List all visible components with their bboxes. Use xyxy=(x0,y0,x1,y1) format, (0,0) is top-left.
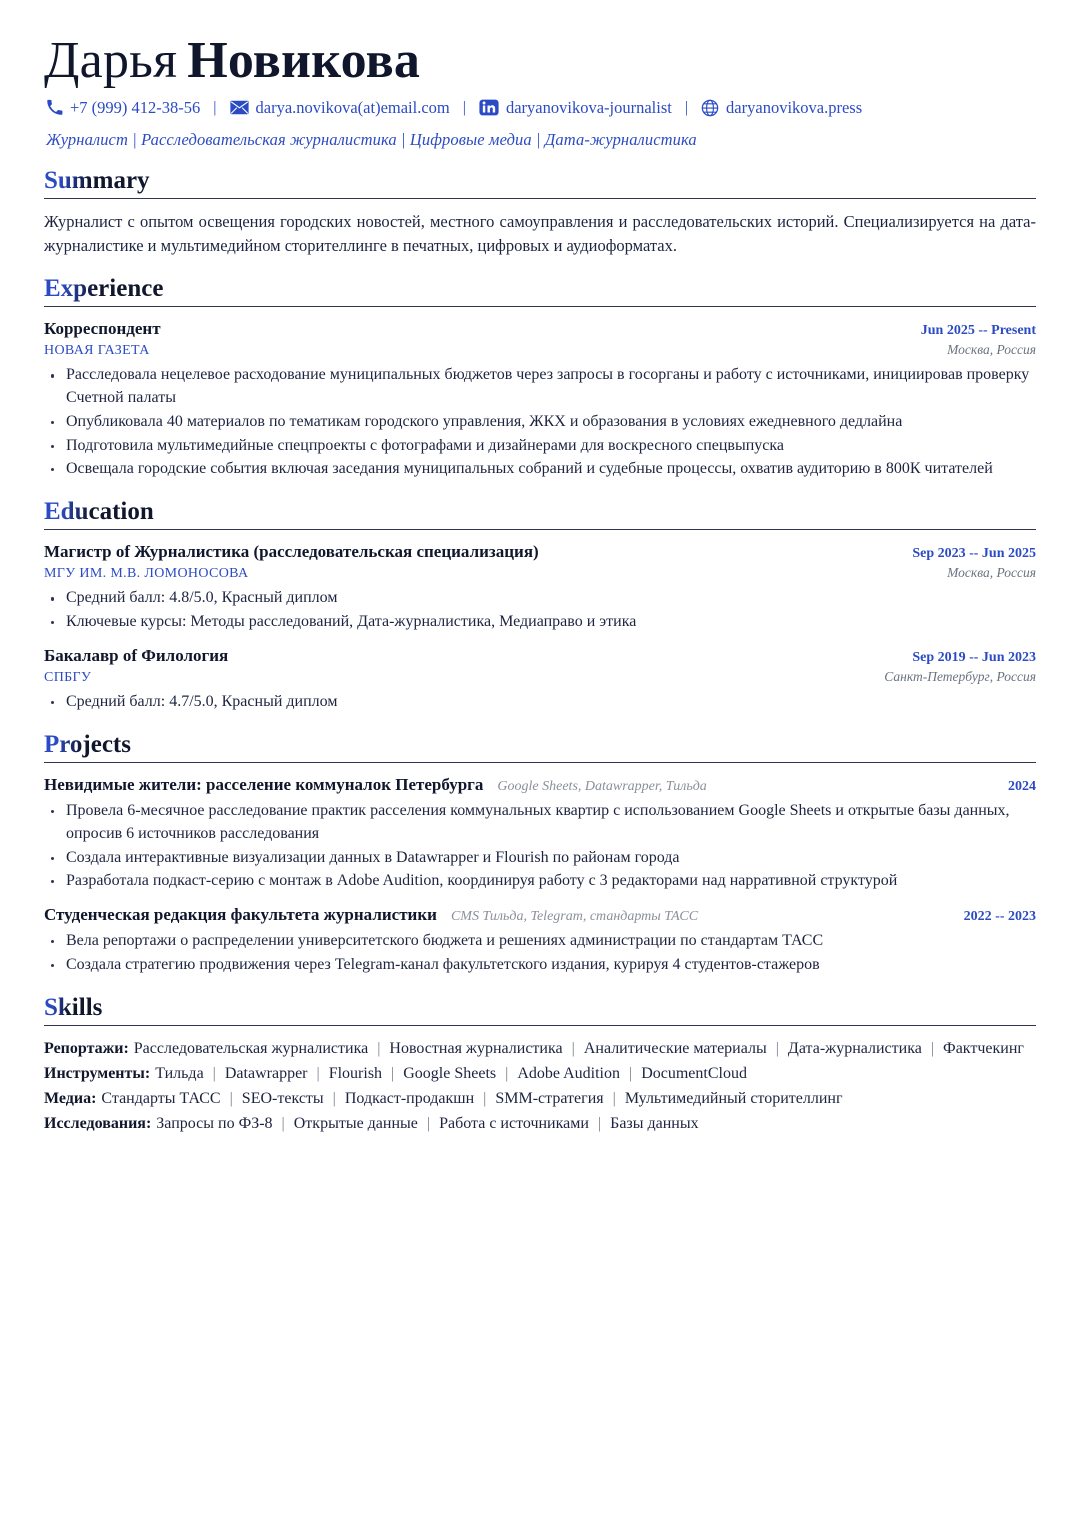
contact-label: +7 (999) 412-38-56 xyxy=(70,98,201,118)
bullet-item: Провела 6-месячное расследование практик расселения коммунальных квартир с использованием Google Sheets и открытые базы данных, опросив 6 источников расследования xyxy=(44,800,1036,845)
skill-item: Аналитические материалы xyxy=(583,1039,767,1057)
contact-label: daryanovikova.press xyxy=(726,98,863,118)
section-title-experience: Experience xyxy=(44,275,164,303)
first-name: Дарья xyxy=(44,32,178,89)
skill-separator: | xyxy=(629,1064,633,1082)
tagline: Журналист | Расследовательская журналистика | Цифровые медиа | Дата-журналистика xyxy=(46,129,697,149)
contact-email[interactable] xyxy=(230,98,450,118)
resume-header xyxy=(44,34,1036,150)
project-date: 2022 -- 2023 xyxy=(963,908,1036,924)
entry-title: Бакалавр of Филология xyxy=(44,645,229,665)
bullet-item: Создала интерактивные визуализации данных в Datawrapper и Flourish по районам города xyxy=(44,847,1036,870)
project-header-row xyxy=(44,904,1036,926)
section-title-summary: Summary xyxy=(44,166,150,194)
section-title-projects: Projects xyxy=(44,730,131,758)
bullet-list xyxy=(44,587,1036,633)
skill-category-label: Исследования: xyxy=(44,1114,152,1132)
bullet-item: Ключевые курсы: Методы расследований, Дата-журналистика, Медиаправо и этика xyxy=(44,611,1036,634)
skill-item: SMM-стратегия xyxy=(495,1089,604,1107)
skill-separator: | xyxy=(612,1089,616,1107)
contact-separator: | xyxy=(684,99,689,117)
skill-row xyxy=(44,1112,1036,1136)
entry xyxy=(44,645,1036,714)
experience-list xyxy=(44,318,1036,481)
skill-separator: | xyxy=(505,1064,509,1082)
section-projects xyxy=(44,730,1036,977)
section-divider xyxy=(44,762,1036,763)
skill-separator: | xyxy=(316,1064,320,1082)
bullet-list xyxy=(44,930,1036,976)
entry-header-row xyxy=(44,541,1036,563)
skill-row xyxy=(44,1087,1036,1111)
skill-category-label: Инструменты: xyxy=(44,1064,151,1082)
section-experience xyxy=(44,274,1036,481)
bullet-item: Создала стратегию продвижения через Telegram-канал факультетского издания, курируя 4 студентов-стажеров xyxy=(44,954,1036,977)
bullet-list xyxy=(44,800,1036,893)
skills-list xyxy=(44,1037,1036,1136)
entry-subheader-row xyxy=(44,564,1036,583)
bullet-item: Вела репортажи о распределении университетского бюджета и решениях администрации по стандартам ТАСС xyxy=(44,930,1036,953)
email-icon xyxy=(230,100,249,115)
skill-separator: | xyxy=(332,1089,336,1107)
bullet-list xyxy=(44,364,1036,481)
globe-icon xyxy=(701,99,719,117)
skill-separator: | xyxy=(281,1114,285,1132)
skill-separator: | xyxy=(212,1064,216,1082)
skill-item: Мультимедийный сторителлинг xyxy=(624,1089,843,1107)
entry-date: Jun 2025 -- Present xyxy=(920,323,1036,339)
skill-item: Стандарты ТАСС xyxy=(101,1089,221,1107)
contact-label: darya.novikova(at)email.com xyxy=(255,98,450,118)
phone-icon xyxy=(46,99,63,116)
entry-organization: МГУ ИМ. М.В. ЛОМОНОСОВА xyxy=(44,566,249,582)
skill-item: Adobe Audition xyxy=(517,1064,620,1082)
entry-organization: СПБГУ xyxy=(44,670,92,685)
skill-separator: | xyxy=(597,1114,602,1132)
skill-item: Новостная журналистика xyxy=(389,1039,563,1057)
skill-row xyxy=(44,1062,1036,1086)
bullet-item: Расследовала нецелевое расходование муниципальных бюджетов через запросы в госорганы и работу с источниками, инициировав проверку Счетной палаты xyxy=(44,364,1036,409)
education-list xyxy=(44,541,1036,714)
skill-item: Работа с источниками xyxy=(439,1114,589,1132)
contact-separator: | xyxy=(213,99,217,117)
section-divider xyxy=(44,1025,1036,1026)
skill-item: SEO-тексты xyxy=(241,1089,324,1107)
contact-line xyxy=(46,98,1036,118)
skill-item: Базы данных xyxy=(610,1114,699,1132)
project-date: 2024 xyxy=(1008,778,1036,794)
entry-subheader-row xyxy=(44,668,1036,687)
skill-separator: | xyxy=(391,1064,395,1082)
entry-title: Магистр of Журналистика (расследовательская специализация) xyxy=(44,542,539,561)
skill-row xyxy=(44,1037,1036,1061)
section-skills xyxy=(44,993,1036,1136)
skill-separator: | xyxy=(229,1089,233,1107)
contact-globe[interactable] xyxy=(701,98,862,118)
contact-separator: | xyxy=(462,99,466,117)
bullet-item: Освещала городские события включая заседания муниципальных собраний и судебные процессы, охватив аудиторию в 800К читателей xyxy=(44,458,1036,481)
entry-organization: НОВАЯ ГАЗЕТА xyxy=(44,343,150,359)
section-divider xyxy=(44,306,1036,307)
entry-header-row xyxy=(44,318,1036,340)
entry-title: Корреспондент xyxy=(44,319,161,339)
entry xyxy=(44,541,1036,634)
skill-separator: | xyxy=(930,1039,935,1057)
entry-location: Москва, Россия xyxy=(947,342,1036,358)
entry-date: Sep 2019 -- Jun 2023 xyxy=(912,649,1036,665)
bullet-item: Подготовила мультимедийные спецпроекты с фотографами и дизайнерами для воскресного спецвыпуска xyxy=(44,435,1036,458)
entry xyxy=(44,318,1036,481)
project-stack: Google Sheets, Datawrapper, Тильда xyxy=(497,778,707,794)
section-education xyxy=(44,497,1036,714)
entry-date: Sep 2023 -- Jun 2025 xyxy=(912,546,1036,561)
bullet-item: Средний балл: 4.8/5.0, Красный диплом xyxy=(44,587,1036,610)
section-title-education: Education xyxy=(44,498,154,525)
skill-separator: | xyxy=(426,1114,431,1132)
projects-list xyxy=(44,774,1036,977)
skill-item: Расследовательская журналистика xyxy=(133,1039,369,1057)
skill-item: Flourish xyxy=(328,1064,383,1082)
entry-header-row xyxy=(44,645,1036,667)
section-summary xyxy=(44,166,1036,258)
entry-location: Санкт-Петербург, Россия xyxy=(884,669,1036,684)
section-title-skills: Skills xyxy=(44,993,103,1021)
entry-subheader-row xyxy=(44,341,1036,360)
project-stack: CMS Тильда, Telegram, стандарты ТАСС xyxy=(450,908,699,924)
project-entry xyxy=(44,774,1036,893)
skill-item: Запросы по ФЗ-8 xyxy=(156,1114,273,1132)
skill-separator: | xyxy=(483,1089,487,1107)
skill-item: Фактчекинг xyxy=(943,1039,1024,1057)
project-title: Невидимые жители: расселение коммуналок Петербурга xyxy=(44,774,484,794)
contact-linkedin[interactable] xyxy=(479,98,672,118)
skill-separator: | xyxy=(775,1039,779,1057)
skill-item: Тильда xyxy=(155,1064,204,1082)
section-divider xyxy=(44,529,1036,530)
project-header-row xyxy=(44,774,1036,796)
skill-item: DocumentCloud xyxy=(641,1064,747,1082)
summary-text: Журналист с опытом освещения городских новостей, местного самоуправления и расследовательских историй. Специализируется на дата-журналистике и мультимедийном сторителлинге в печатных, цифровых и аудиоформатах. xyxy=(44,211,1036,255)
bullet-list xyxy=(44,691,1036,714)
page-title xyxy=(44,34,1036,88)
entry-location: Москва, Россия xyxy=(947,565,1036,581)
bullet-item: Опубликовала 40 материалов по тематикам городского управления, ЖКХ и образования в условиях ежедневного дедлайна xyxy=(44,411,1036,434)
skill-item: Google Sheets xyxy=(403,1064,497,1082)
project-title: Студенческая редакция факультета журналистики xyxy=(44,904,437,924)
skill-category-label: Медиа: xyxy=(44,1089,97,1107)
skill-separator: | xyxy=(571,1039,575,1057)
last-name: Новикова xyxy=(187,32,421,89)
linkedin-icon xyxy=(479,99,499,116)
bullet-item: Разработала подкаст-серию с монтаж в Adobe Audition, координируя работу с 3 редакторами над нарративной структурой xyxy=(44,870,1036,893)
contact-label: daryanovikova-journalist xyxy=(505,98,672,118)
project-entry xyxy=(44,904,1036,977)
skill-item: Дата-журналистика xyxy=(787,1039,922,1057)
bullet-item: Средний балл: 4.7/5.0, Красный диплом xyxy=(44,691,1036,714)
skill-item: Открытые данные xyxy=(293,1114,418,1132)
skill-category-label: Репортажи: xyxy=(44,1039,129,1057)
contact-phone[interactable] xyxy=(46,98,200,118)
skill-item: Подкаст-продакшн xyxy=(344,1089,475,1107)
skill-separator: | xyxy=(377,1039,381,1057)
section-divider xyxy=(44,198,1036,199)
skill-item: Datawrapper xyxy=(224,1064,308,1082)
